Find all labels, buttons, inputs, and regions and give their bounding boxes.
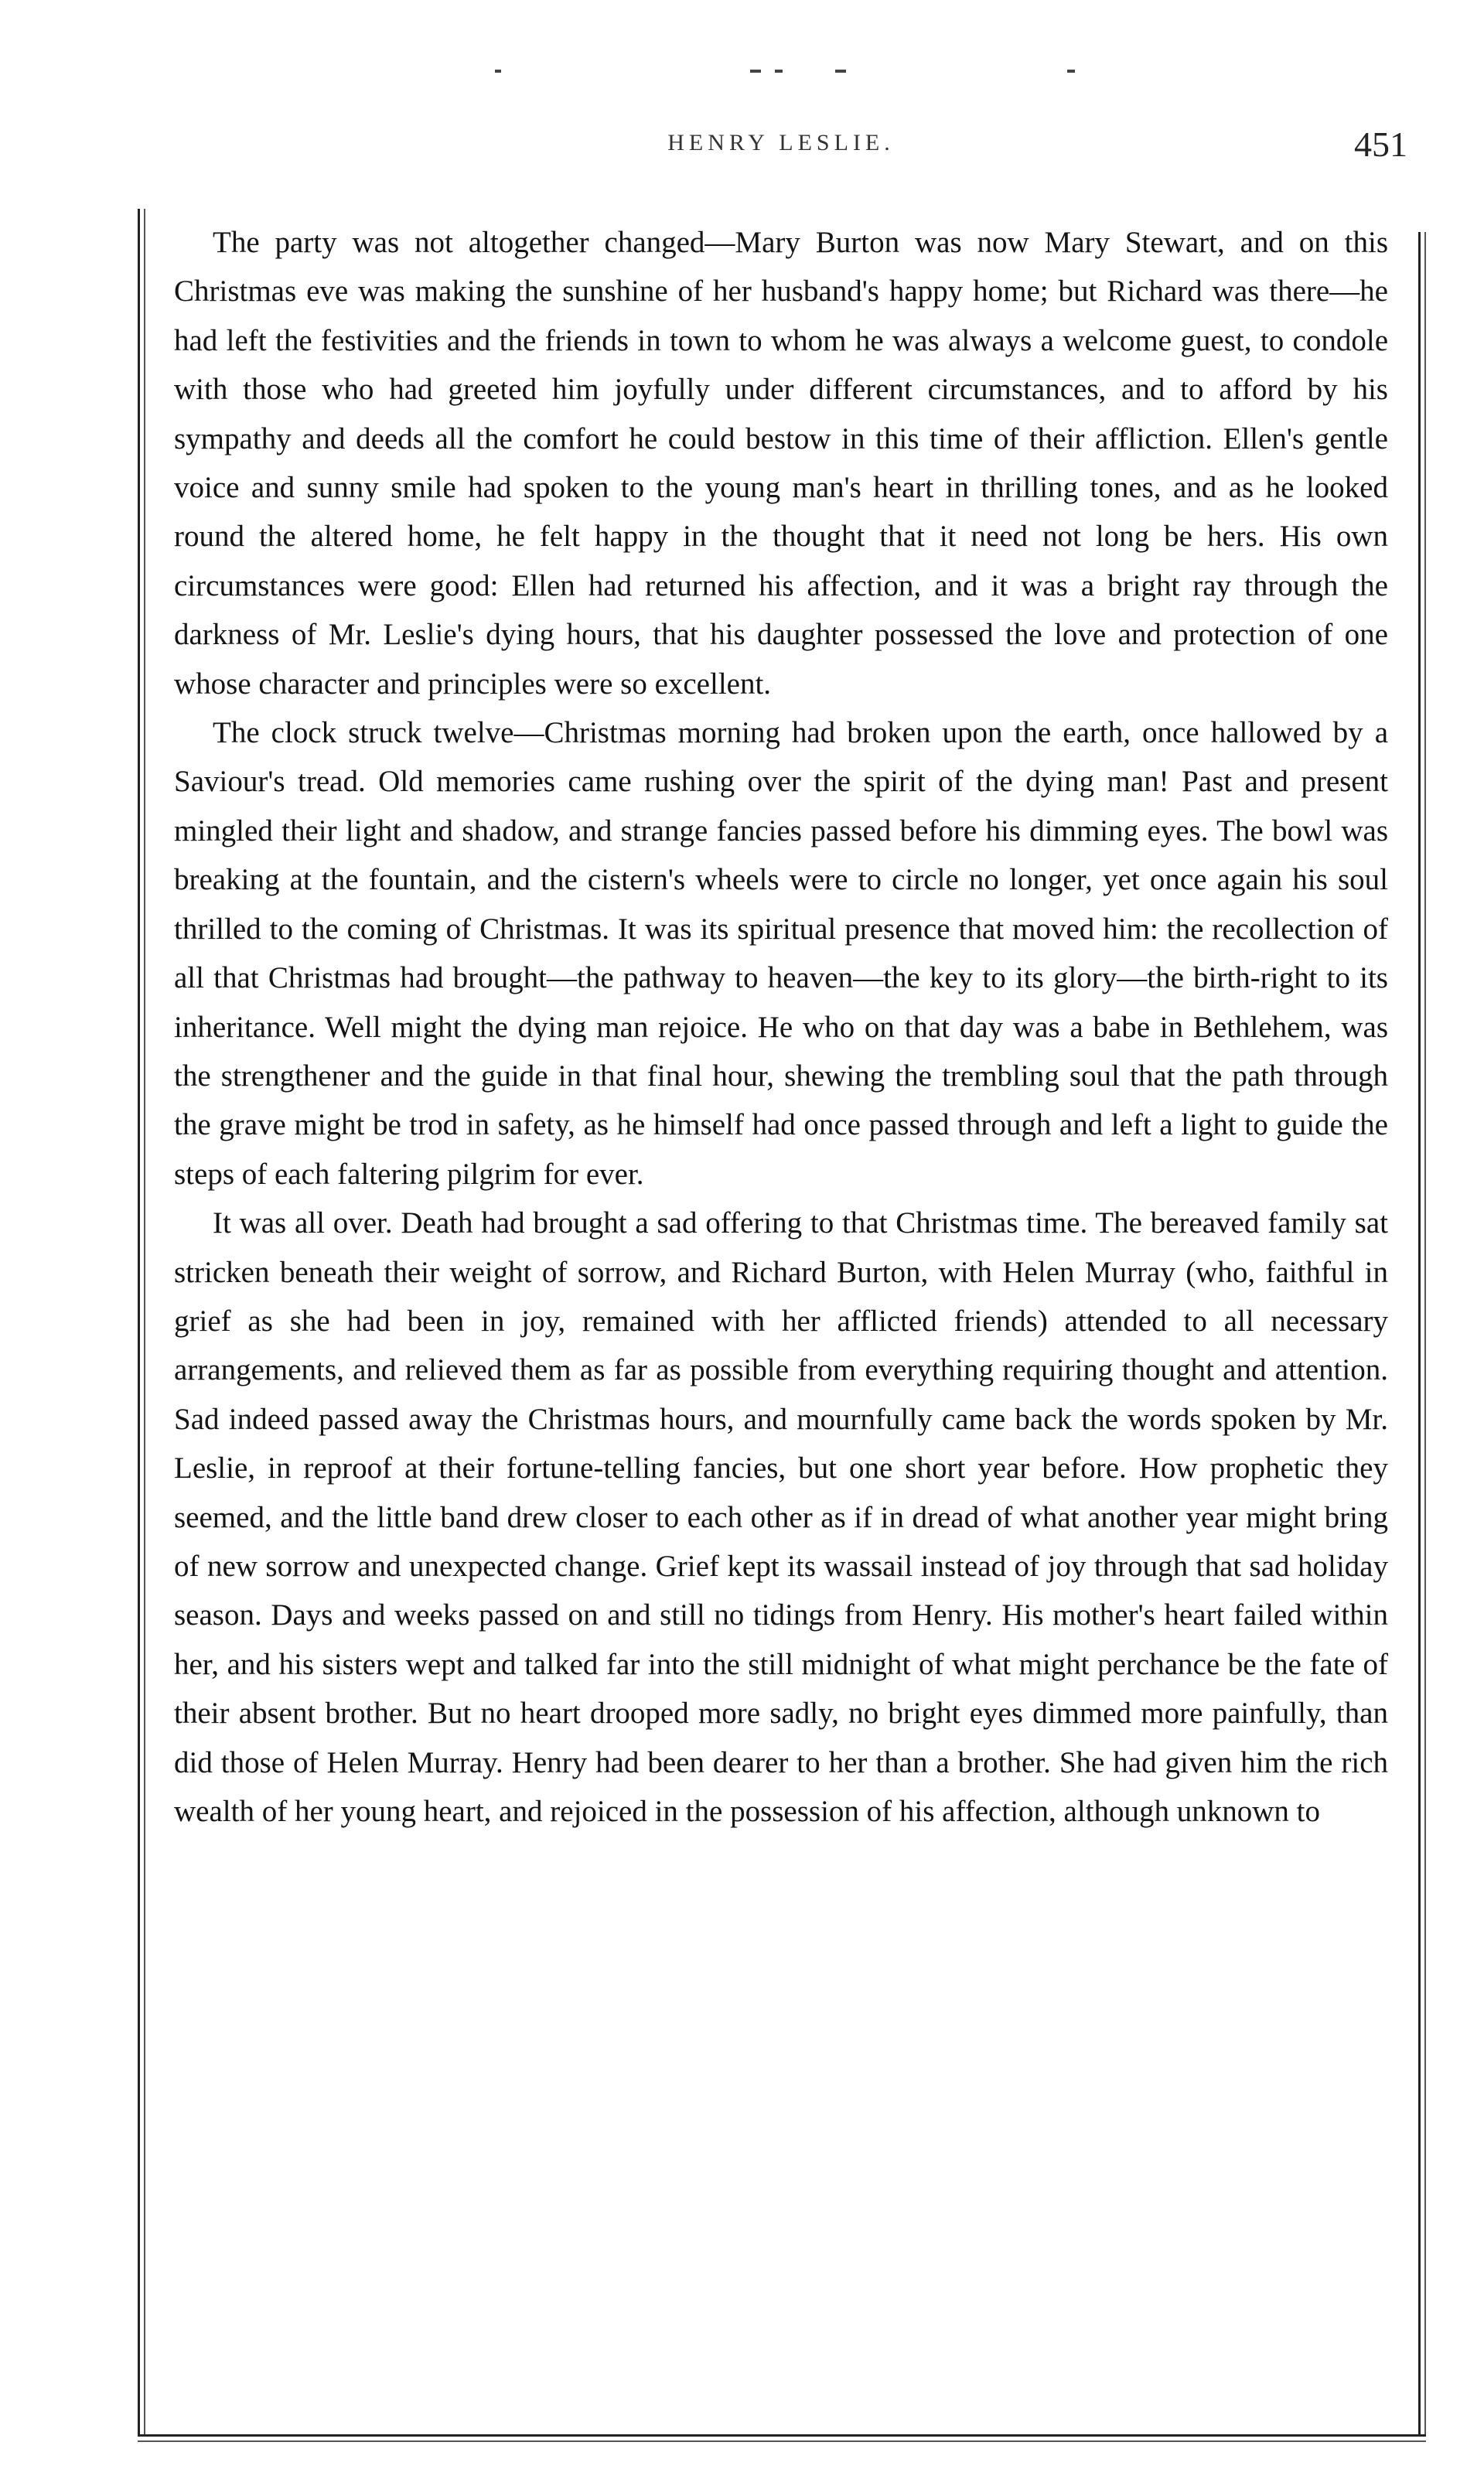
- left-border-rule-inner: [144, 209, 145, 2436]
- paragraph-3: It was all over. Death had brought a sad offering to that Christmas time. The bereaved family sat stricken beneath their weight of sorrow, and Richard Burton, with Helen Murray (who, faithful in grief as she had been in joy, remained with her afflicted friends) attended to all necessary arrangements, and relieved them as far as possible from everything requiring thought and attention. Sad indeed passed away the Christmas hours, and mournfully came back the words spoken by Mr. Leslie, in reproof at their fortune-telling fancies, but one short year before. How prophetic they seemed, and the little band drew closer to each other as if in dread of what another year might bring of new sorrow and unexpected change. Grief kept its wassail instead of joy through that sad holiday season. Days and weeks passed on and still no tidings from Henry. His mother's heart failed within her, and his sisters wept and talked far into the still midnight of what might perchance be the fate of their absent brother. But no heart drooped more sadly, no bright eyes dimmed more painfully, than did those of Helen Murray. Henry had been dearer to her than a brother. She had given him the rich wealth of her young heart, and rejoiced in the possession of his affection, although unknown to: [174, 1206, 1388, 1828]
- right-border-rule: [1418, 232, 1421, 2436]
- running-title: HENRY LESLIE.: [667, 130, 895, 155]
- left-border-rule: [138, 209, 140, 2436]
- body-text: [174, 218, 1388, 1836]
- paragraph-2: The clock struck twelve—Christmas morning had broken upon the earth, once hallowed by a Saviour's tread. Old memories came rushing over the spirit of the dying man! Past and present mingled their light and shadow, and strange fancies passed before his dimming eyes. The bowl was breaking at the fountain, and the cistern's wheels were to circle no longer, yet once again his soul thrilled to the coming of Christmas. It was its spiritual presence that moved him: the recollection of all that Christmas had brought—the pathway to heaven—the key to its glory—the birth-right to its inheritance. Well might the dying man rejoice. He who on that day was a babe in Bethlehem, was the strengthener and the guide in that final hour, shewing the trembling soul that the path through the grave might be trod in safety, as he himself had once passed through and left a light to guide the steps of each faltering pilgrim for ever.: [174, 716, 1388, 1191]
- page-number: 451: [1354, 124, 1407, 164]
- page-header: [155, 124, 1407, 169]
- top-print-marks: [495, 70, 1083, 77]
- right-border-rule-inner: [1424, 232, 1426, 2436]
- bottom-border-rule: [138, 2434, 1426, 2437]
- paragraph-1: The party was not altogether changed—Mary Burton was now Mary Stewart, and on this Christmas eve was making the sunshine of her husband's happy home; but Richard was there—he had left the festivities and the friends in town to whom he was always a welcome guest, to condole with those who had greeted him joyfully under different circumstances, and to afford by his sympathy and deeds all the comfort he could bestow in this time of their affliction. Ellen's gentle voice and sunny smile had spoken to the young man's heart in thrilling tones, and as he looked round the altered home, he felt happy in the thought that it need not long be hers. His own circumstances were good: Ellen had returned his affection, and it was a bright ray through the darkness of Mr. Leslie's dying hours, that his daughter possessed the love and protection of one whose character and principles were so excellent.: [174, 226, 1388, 701]
- bottom-border-rule-inner: [138, 2440, 1426, 2442]
